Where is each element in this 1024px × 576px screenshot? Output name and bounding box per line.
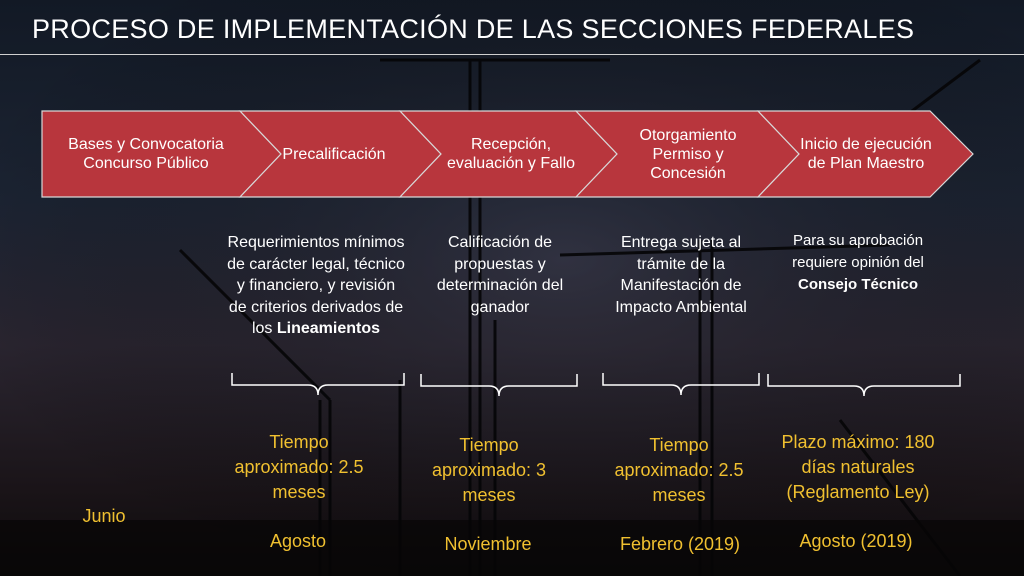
bracket-1 xyxy=(232,373,404,395)
bracket-3 xyxy=(603,373,759,395)
page-title: PROCESO DE IMPLEMENTACIÓN DE LAS SECCIONES FEDERALES xyxy=(32,14,915,44)
step-description-2: Calificación de propuestas y determinación del ganador xyxy=(436,234,564,316)
date-5: Agosto (2019) xyxy=(799,531,913,551)
date-4: Febrero (2019) xyxy=(619,534,741,554)
date-1: Junio xyxy=(82,506,126,526)
step-label-2: Precalificación xyxy=(282,145,386,163)
step-label-1: Bases y Convocatoria Concurso Público xyxy=(68,136,224,172)
step-description-3: Entrega sujeta al trámite de la Manifestación de Impacto Ambiental xyxy=(615,234,747,316)
step-label-3: Recepción, evaluación y Fallo xyxy=(446,136,576,172)
date-2: Agosto xyxy=(269,531,327,551)
step-label-4: Otorgamiento Permiso y Concesión xyxy=(639,126,737,182)
duration-3: Tiempo aproximado: 2.5 meses xyxy=(614,435,744,505)
duration-1: Tiempo aproximado: 2.5 meses xyxy=(234,432,364,502)
bracket-4 xyxy=(768,374,960,396)
step-description-1: Requerimientos mínimos de carácter legal, técnico y financiero, y revisión de criterios derivados de los Lineamientos xyxy=(227,234,405,337)
bracket-2 xyxy=(421,374,577,396)
step-label-5: Inicio de ejecución de Plan Maestro xyxy=(800,136,932,172)
duration-2: Tiempo aproximado: 3 meses xyxy=(431,435,547,505)
duration-4: Plazo máximo: 180 días naturales (Reglamento Ley) xyxy=(781,432,935,502)
step-description-4: Para su aprobación requiere opinión del Consejo Técnico xyxy=(792,232,924,293)
date-3: Noviembre xyxy=(444,534,532,554)
